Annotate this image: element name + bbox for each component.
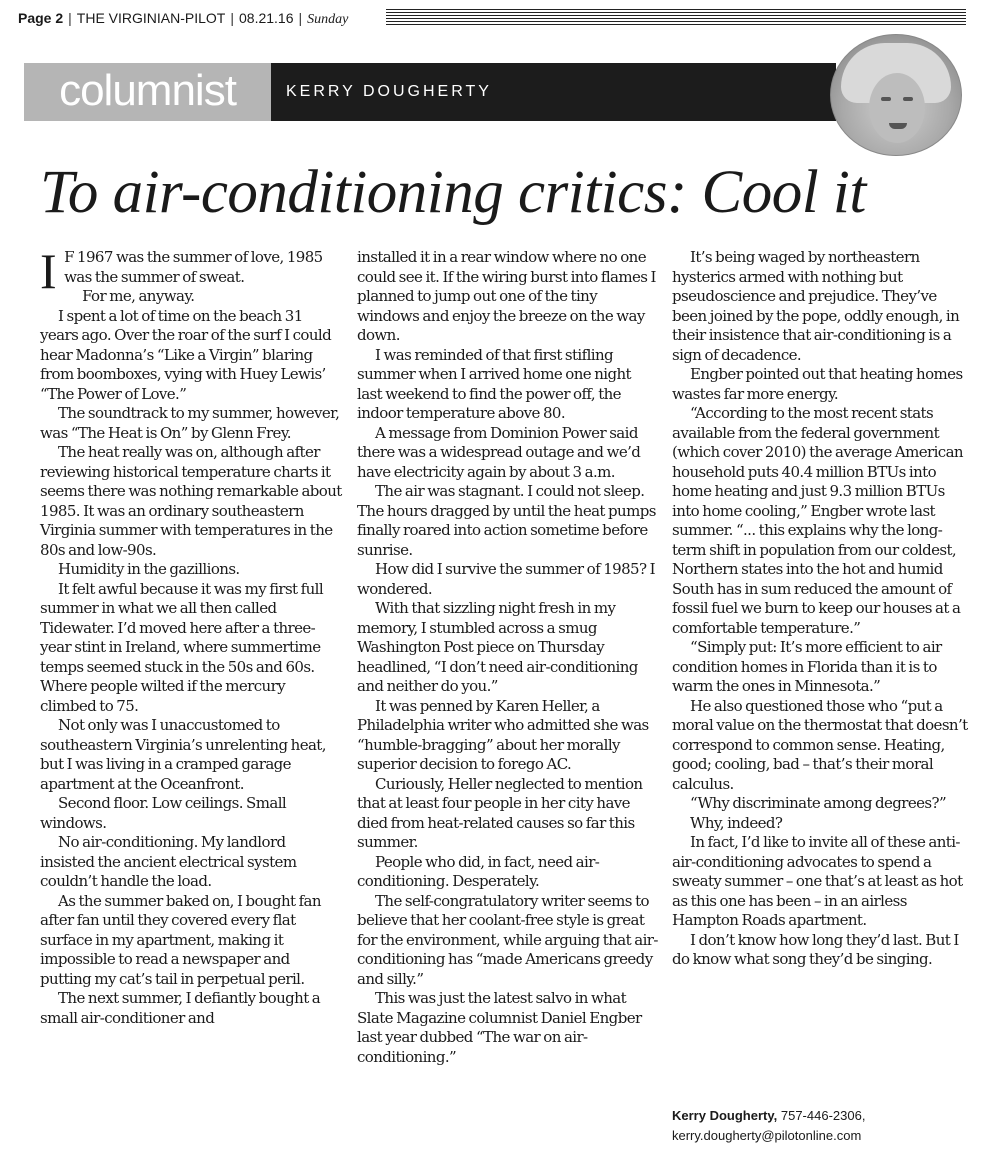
paragraph: I F 1967 was the summer of love, 1985 was the summer of sweat. [40, 243, 323, 299]
paragraph: The air was stagnant. I could not sleep. The hours dragged by until the heat pumps finally roared into action sometime before sunrise. [357, 482, 656, 559]
columnist-banner [24, 63, 836, 121]
paragraph: He also questioned those who “put a moral value on the thermostat that doesn’t correspond to common sense. Heating, good; cooling, bad – that’s their moral calculus. [672, 696, 968, 793]
paragraph: It was penned by Karen Heller, a Philadelphia writer who admitted she was “humble-bragging” about her morally superior decision to forego AC. [357, 696, 649, 773]
headline: To air-conditioning critics: Cool it [40, 159, 866, 226]
paragraph: The self-congratulatory writer seems to believe that her coolant-free style is great for the environment, while arguing that air-conditioning has “made Americans greedy and silly.” [357, 891, 658, 988]
paragraph: “Simply put: It’s more efficient to air condition homes in Florida than it is to warm the ones in Minnesota.” [672, 638, 942, 695]
paragraph: Engber pointed out that heating homes wastes far more energy. [672, 365, 963, 403]
paragraph: It felt awful because it was my first full summer in what we all then called Tidewater. I’d moved here after a three-year stint in Ireland, where summertime temps seemed stuck in the 50s and 60s. Where people wilted if the mercury climbed to 75. [40, 579, 324, 715]
folio-separator: | [298, 10, 303, 26]
paragraph: How did I survive the summer of 1985? I wondered. [357, 560, 655, 598]
page-number: Page 2 [18, 10, 64, 26]
folio-rules [386, 9, 966, 26]
paragraph: A message from Dominion Power said there was a widespread outage and we’d have electricity again by about 3 a.m. [357, 423, 641, 481]
issue-date: 08.21.16 [239, 10, 294, 26]
paragraph: This was just the latest salvo in what Slate Magazine columnist Daniel Engber last year dubbed “The war on air-conditioning.” [357, 989, 642, 1066]
paragraph: For me, anyway. [82, 287, 195, 305]
signature-name: Kerry Dougherty, [672, 1108, 778, 1123]
article-column-3 [672, 248, 972, 970]
paragraph: I was reminded of that first stifling summer when I arrived home one night last weekend to find the power off, the indoor temperature above 80. [357, 345, 631, 422]
paragraph: installed it in a rear window where no one could see it. If the wiring burst into flames I planned to jump out one of the tiny windows and enjoy the breeze on the way down. [357, 248, 656, 344]
paragraph: People who did, in fact, need air-conditioning. Desperately. [357, 852, 600, 890]
paragraph: Humidity in the gazillions. [58, 560, 240, 578]
folio-separator: | [68, 10, 72, 26]
drop-cap: I [40, 243, 57, 299]
paragraph: I don’t know how long they’d last. But I do know what song they’d be singing. [672, 930, 959, 968]
signature-phone: 757-446-2306, [780, 1108, 866, 1123]
paragraph: The heat really was on, although after reviewing historical temperature charts it seems there was nothing remarkable about 1985. It was an ordinary southeastern Virginia summer with temperatures in the 80s and low-90s. [40, 443, 342, 559]
paragraph: Curiously, Heller neglected to mention that at least four people in her city have died from heat-related causes so far this summer. [357, 774, 643, 851]
columnist-photo [830, 34, 962, 156]
paragraph: In fact, I’d like to invite all of these anti-air-conditioning advocates to spend a sweaty summer – one that’s at least as hot as this one has been – in an airless Hampton Roads apartment. [672, 833, 963, 929]
article-column-2 [357, 248, 659, 1067]
paragraph: Second floor. Low ceilings. Small windows. [40, 794, 287, 832]
paragraph: I spent a lot of time on the beach 31 years ago. Over the roar of the surf I could hear Madonna’s “Like a Virgin” blaring from boomboxes, vying with Huey Lewis’ “The Power of Love.” [40, 306, 332, 403]
paragraph: Why, indeed? [690, 813, 783, 832]
folio-separator: | [230, 10, 234, 26]
author-signature [672, 1106, 972, 1146]
paragraph: The next summer, I defiantly bought a small air-conditioner and [40, 989, 321, 1027]
columnist-name: KERRY DOUGHERTY [286, 83, 492, 100]
paragraph: Not only was I unaccustomed to southeastern Virginia’s unrelenting heat, but I was living in a cramped garage apartment at the Oceanfront. [40, 716, 326, 793]
paragraph: With that sizzling night fresh in my memory, I stumbled across a smug Washington Post piece on Thursday headlined, “I don’t need air-conditioning and neither do you.” [357, 599, 638, 695]
signature-email[interactable]: kerry.dougherty@pilotonline.com [672, 1128, 862, 1143]
paragraph: As the summer baked on, I bought fan after fan until they covered every flat surface in my apartment, making it impossible to read a newspaper and putting my cat’s tail in perpetual peril. [40, 891, 321, 988]
issue-day: Sunday [307, 12, 349, 27]
paragraph: “Why discriminate among degrees?” [690, 794, 947, 812]
section-label: columnist [24, 63, 271, 121]
paragraph: No air-conditioning. My landlord insisted the ancient electrical system couldn’t handle the load. [40, 833, 297, 890]
article-column-1 [40, 243, 342, 1028]
newspaper-name: THE VIRGINIAN-PILOT [76, 10, 226, 26]
paragraph: It’s being waged by northeastern hysterics armed with nothing but pseudoscience and prejudice. They’ve been joined by the pope, oddly enough, in their insistence that air-conditioning is a sign of decadence. [672, 248, 960, 364]
paragraph: “According to the most recent stats available from the federal government (which cover 2010) the average American household puts 40.4 million BTUs into home heating and just 9.3 million BTUs into home cooling,” Engber wrote last summer. “... this explains why the long-term shift in population from our coldest, Northern states into the hot and humid South has in sum reduced the amount of fossil fuel we burn to keep our houses at a comfortable temperature.” [672, 404, 963, 637]
paragraph: The soundtrack to my summer, however, was “The Heat is On” by Glenn Frey. [40, 404, 340, 442]
